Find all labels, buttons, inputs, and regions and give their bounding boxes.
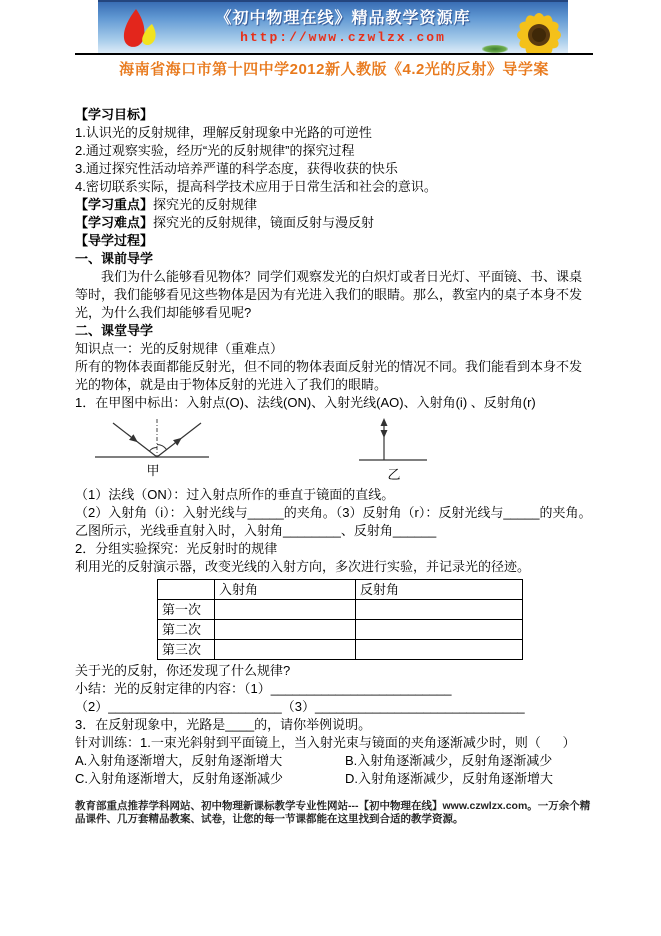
figure-yi-label: 乙 <box>387 467 401 482</box>
key-point-label: 【学习重点】 <box>75 197 154 212</box>
option-d: D.入射角逐渐减少，反射角逐渐增大 <box>345 771 554 786</box>
options-row-1 <box>75 752 593 770</box>
footer-note: 教育部重点推荐学科网站、初中物理新课标教学专业性网站---【初中物理在线】www.czwlzx.com。一万余个精品课件、几万套精品教案、试卷，让您的每一节课都能在这里找到合适的教学资源。 <box>75 800 591 825</box>
task1-line: 1．在甲图中标出：入射点(O)、法线(ON)、入射光线(AO)、入射角(i) 、反射角(r) <box>75 395 536 410</box>
sunflower-icon <box>512 9 564 53</box>
incident-cell <box>215 640 356 660</box>
figure-jia-label: 甲 <box>146 463 160 478</box>
banner-site-url: http://www.czwlzx.com <box>240 30 446 45</box>
grass-decoration <box>482 45 508 53</box>
option-a: A.入射角逐渐增大，反射角逐渐增大 <box>75 753 283 768</box>
banner-site-title: 《初中物理在线》精品教学资源库 <box>215 10 471 27</box>
experiment-desc: 利用光的反射演示器，改变光线的入射方向，多次进行实验，并记录光的径迹。 <box>75 559 531 574</box>
table-header-reflected: 反射角 <box>356 580 523 600</box>
option-c: C.入射角逐渐增大，反射角逐渐减少 <box>75 771 284 786</box>
objective-item-3: 3.通过探究性活动培养严谨的科学态度，获得收获的快乐 <box>75 161 398 176</box>
key-point-line <box>75 196 593 214</box>
definition-angles: （2）入射角（i）：入射光线与_____的夹角。（3）反射角（r）：反射光线与_____的夹角。 <box>75 505 592 520</box>
difficulty-text: 探究光的反射规律，镜面反射与漫反射 <box>153 215 375 230</box>
objective-item-2: 2.通过观察实验，经历“光的反射规律”的探究过程 <box>75 143 355 158</box>
figure-row <box>75 416 593 484</box>
table-row <box>158 640 523 660</box>
process-heading: 【导学过程】 <box>75 233 154 248</box>
reflected-cell <box>356 640 523 660</box>
header-divider <box>75 53 593 55</box>
difficulty-line <box>75 214 593 232</box>
row-label: 第三次 <box>158 640 215 660</box>
reflected-cell <box>356 620 523 640</box>
summary-line1: 小结：光的反射定律的内容：（1）_________________________ <box>75 681 452 696</box>
objective-item-1: 1.认识光的反射规律，理解反射现象中光路的可逆性 <box>75 125 372 140</box>
objectives-heading: 【学习目标】 <box>75 107 154 122</box>
flame-logo-icon <box>116 8 166 52</box>
objective-item-4: 4.密切联系实际，提高科学技术应用于日常生活和社会的意识。 <box>75 179 437 194</box>
knowledge-intro: 所有的物体表面都能反射光，但不同的物体表面反射光的情况不同。我们能看到本身不发光的物体，就是由于物体反射的光进入了我们的眼睛。 <box>75 359 583 392</box>
key-point-text: 探究光的反射规律 <box>153 197 258 212</box>
vertical-incidence-line: 乙图所示，光线垂直射入时，入射角________、反射角______ <box>75 523 437 538</box>
option-b: B.入射角逐渐减少，反射角逐渐减少 <box>345 753 553 768</box>
experiment-table <box>157 579 523 660</box>
summary-line2: （2）________________________（3）_____________________________ <box>75 699 525 714</box>
table-header-blank <box>158 580 215 600</box>
table-row <box>158 620 523 640</box>
normal-incidence-diagram <box>357 416 431 466</box>
figure-yi <box>357 416 431 484</box>
figure-jia <box>91 416 215 480</box>
definition-normal: （1）法线（ON）：过入射点所作的垂直于镜面的直线。 <box>75 487 395 502</box>
knowledge-point-line: 知识点一：光的反射规律（重难点） <box>75 341 284 356</box>
document-title: 海南省海口市第十四中学2012新人教版《4.2光的反射》导学案 <box>119 61 549 78</box>
options-row-2 <box>75 770 593 788</box>
pre-class-heading: 一、课前导学 <box>75 251 154 266</box>
in-class-heading: 二、课堂导学 <box>75 323 154 338</box>
summary-question: 关于光的反射，你还发现了什么规律? <box>75 663 291 678</box>
incident-cell <box>215 620 356 640</box>
document-body <box>75 106 593 826</box>
row-label: 第一次 <box>158 600 215 620</box>
incident-cell <box>215 600 356 620</box>
banner-text-block <box>188 5 498 45</box>
summary-line3: 3．在反射现象中，光路是____的，请你举例说明。 <box>75 717 372 732</box>
pre-class-paragraph: 我们为什么能够看见物体？同学们观察发光的白炽灯或者日光灯、平面镜、书、课桌等时，我们能够看见这些物体是因为有光进入我们的眼睛。那么，教室内的桌子本身不发光，为什么我们却能够看见呢? <box>75 269 583 320</box>
reflection-ray-diagram <box>91 416 215 462</box>
site-banner <box>98 0 568 53</box>
experiment-title: 2．分组实验探究：光反射时的规律 <box>75 541 278 556</box>
table-header-row <box>158 580 523 600</box>
reflected-cell <box>356 600 523 620</box>
document-content <box>75 0 593 826</box>
difficulty-label: 【学习难点】 <box>75 215 154 230</box>
table-header-incident: 入射角 <box>215 580 356 600</box>
practice-question: 针对训练：1.一束光斜射到平面镜上，当入射光束与镜面的夹角逐渐减少时，则（ ） <box>75 735 576 750</box>
row-label: 第二次 <box>158 620 215 640</box>
table-row <box>158 600 523 620</box>
